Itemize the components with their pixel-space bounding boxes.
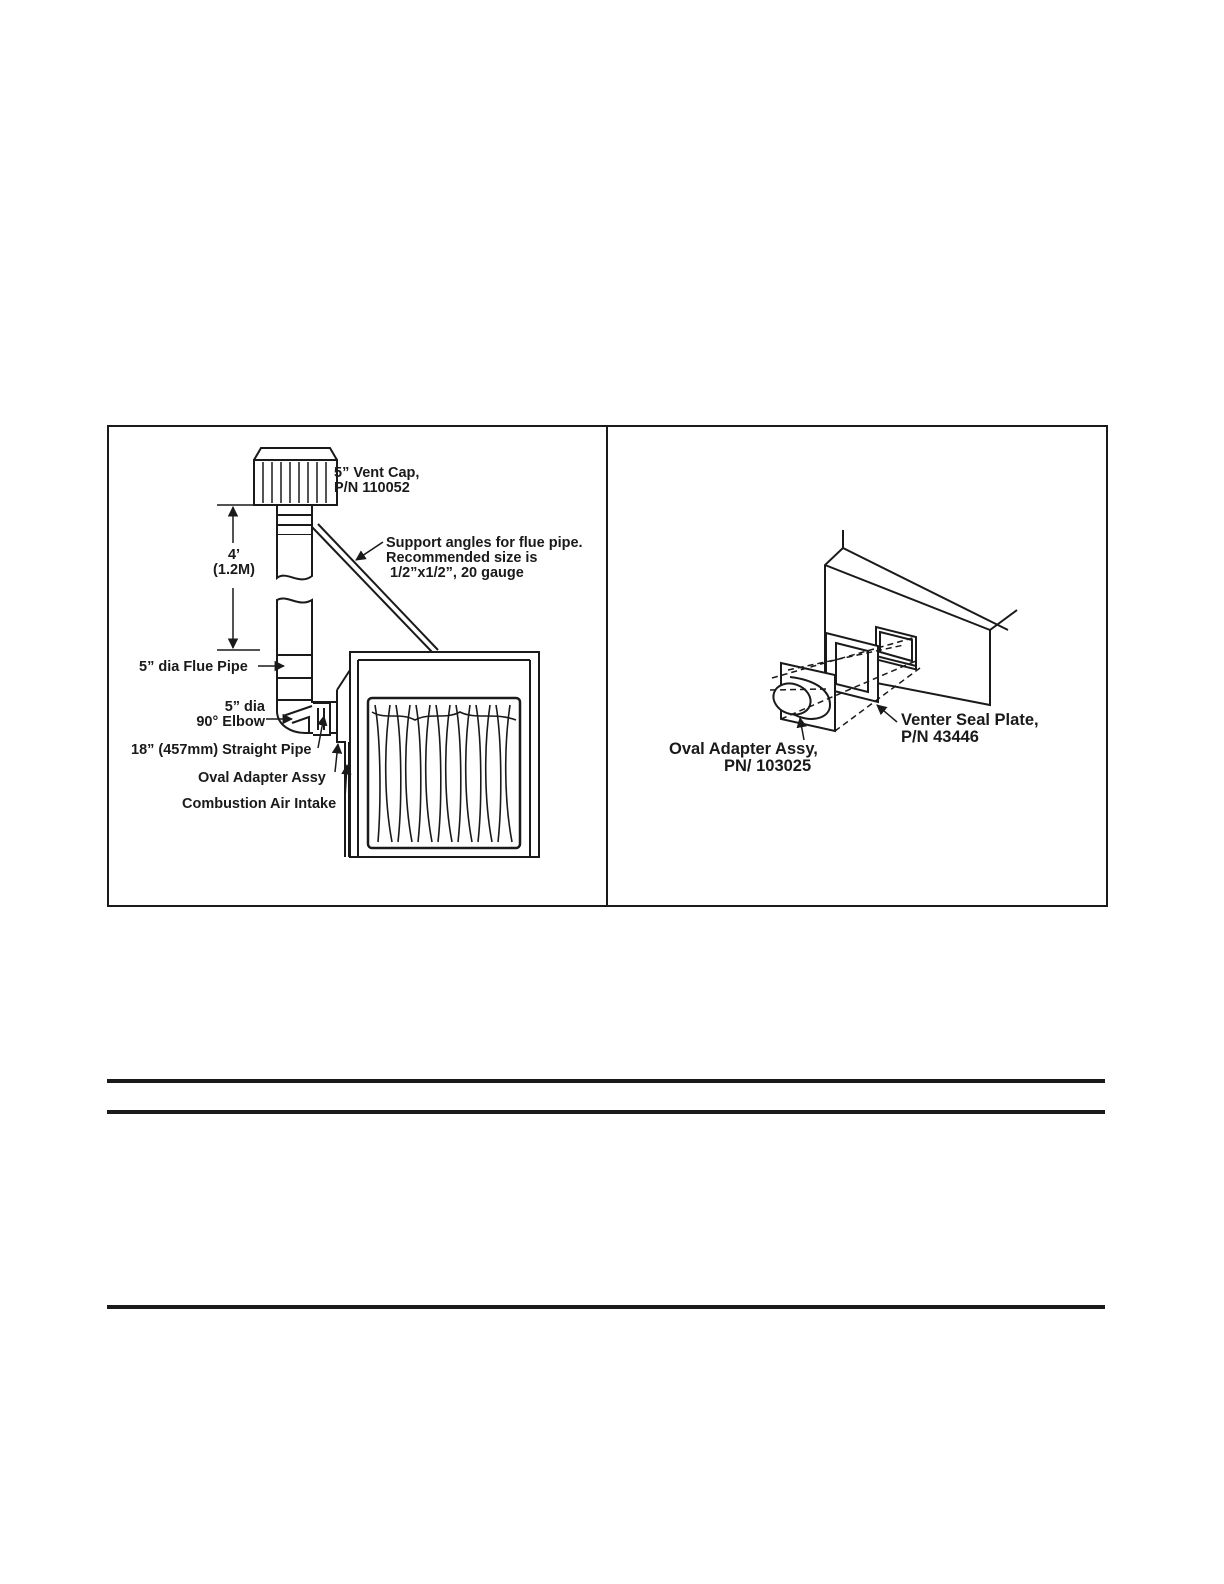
label-vent-cap: 5” Vent Cap, P/N 110052 [334,465,420,496]
label-combustion-air-intake: Combustion Air Intake [182,796,337,812]
vent-cap-drawing [254,448,337,535]
label-venter-seal-plate: Venter Seal Plate, P/N 43446 [901,711,1039,746]
flue-pipe-lower [277,598,312,700]
heater-unit-drawing [337,652,539,857]
label-oval-adapter-left: Oval Adapter Assy [198,770,326,786]
label-oval-adapter-right: Oval Adapter Assy, PN/ 103025 [669,740,818,775]
label-elbow: 5” dia 90° Elbow [196,699,265,730]
label-height-dimension: 4’ (1.2M) [213,547,255,578]
label-flue-pipe: 5” dia Flue Pipe [139,659,248,675]
oval-adapter-drawing [769,663,835,731]
label-straight-pipe: 18” (457mm) Straight Pipe [131,742,312,758]
flue-pipe-upper [277,535,312,579]
label-support-angles: Support angles for flue pipe. Recommended size is 1/2”x1/2”, 20 gauge [386,535,583,581]
